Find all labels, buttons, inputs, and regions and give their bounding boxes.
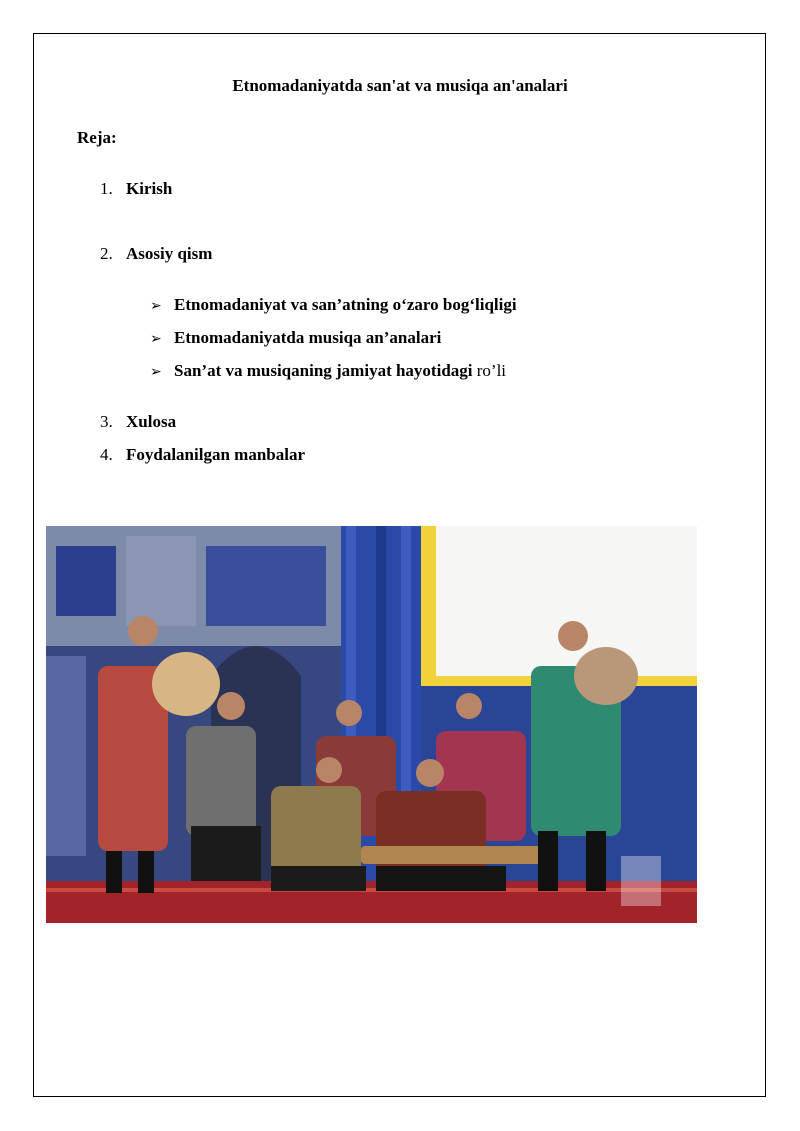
plan-item-4 bbox=[100, 445, 305, 465]
sub-item-1 bbox=[150, 295, 517, 315]
item-number: 4. bbox=[100, 445, 113, 464]
plan-heading: Reja: bbox=[77, 128, 117, 147]
sub-item-2 bbox=[150, 328, 441, 348]
item-number: 2. bbox=[100, 244, 113, 263]
plan-item-3 bbox=[100, 412, 176, 432]
plan-item-2 bbox=[100, 244, 212, 264]
sub-item-text-rest: ro’li bbox=[472, 361, 507, 380]
arrow-bullet-icon: ➢ bbox=[150, 298, 162, 314]
sub-item-text: Etnomadaniyat va san’atning o‘zaro bog‘liqligi bbox=[174, 295, 517, 314]
item-text: Foydalanilgan manbalar bbox=[126, 445, 306, 464]
sub-item-text: San’at va musiqaning jamiyat hayotidagi bbox=[174, 361, 473, 380]
sub-item-3 bbox=[150, 361, 506, 381]
item-text: Kirish bbox=[126, 179, 173, 198]
item-text: Xulosa bbox=[126, 412, 177, 431]
item-number: 1. bbox=[100, 179, 113, 198]
document-title: Etnomadaniyatda san'at va musiqa an'analari bbox=[232, 76, 568, 95]
musicians-photo bbox=[46, 526, 697, 923]
arrow-bullet-icon: ➢ bbox=[150, 364, 162, 380]
arrow-bullet-icon: ➢ bbox=[150, 331, 162, 347]
item-text: Asosiy qism bbox=[126, 244, 213, 263]
sub-item-text: Etnomadaniyatda musiqa an’analari bbox=[174, 328, 442, 347]
item-number: 3. bbox=[100, 412, 113, 431]
plan-item-1 bbox=[100, 179, 172, 199]
